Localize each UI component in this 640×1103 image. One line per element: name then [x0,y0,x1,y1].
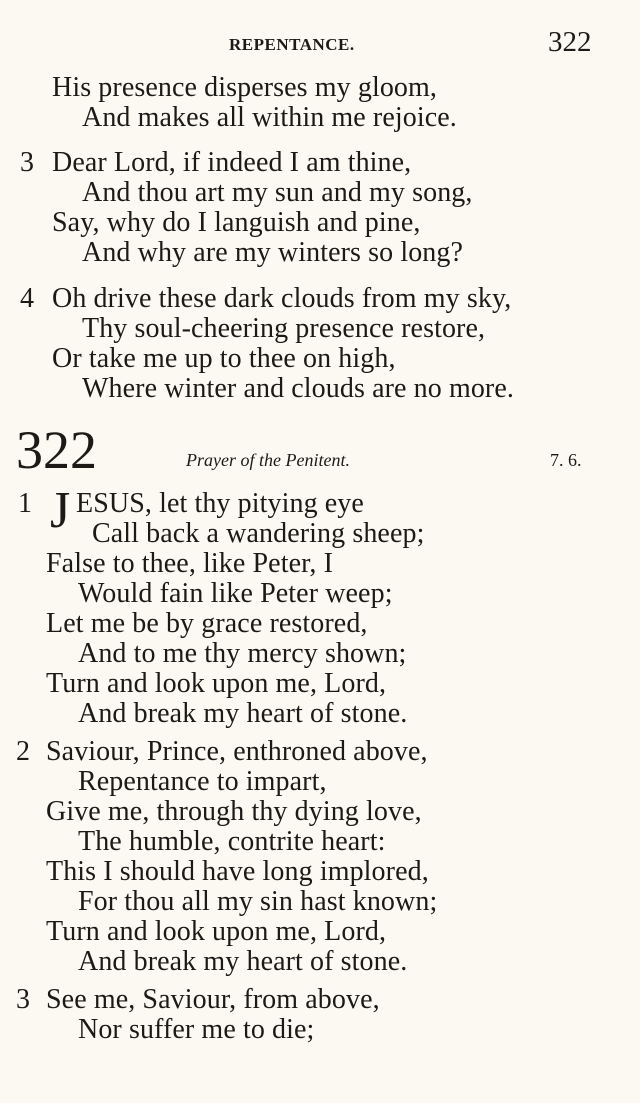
continuation-line: His presence disperses my gloom, [52,72,438,103]
verse-line: Or take me up to thee on high, [52,343,396,374]
hymn-meter: 7. 6. [550,450,582,470]
verse-line: And why are my winters so long? [82,237,464,268]
verse-line: Oh drive these dark clouds from my sky, [52,283,512,314]
verse-line: For thou all my sin hast known; [78,886,438,917]
verse-line: Call back a wandering sheep; [92,518,425,549]
verse-line: And thou art my sun and my song, [82,177,473,208]
verse-line: Let me be by grace restored, [46,608,368,639]
verse-number: 4 [20,283,34,314]
verse-line: Nor suffer me to die; [78,1014,315,1045]
verse-line: Where winter and clouds are no more. [82,373,514,404]
hymn-number: 322 [16,420,97,480]
verse-line: Turn and look upon me, Lord, [46,916,387,947]
verse-line: This I should have long implored, [46,856,429,887]
verse-line: See me, Saviour, from above, [46,984,380,1015]
verse-line: False to thee, like Peter, I [46,548,334,579]
verse-line: And break my heart of stone. [78,698,408,729]
verse-line: Give me, through thy dying love, [46,796,422,827]
verse-line: Say, why do I languish and pine, [52,207,421,238]
verse-line: Dear Lord, if indeed I am thine, [52,147,412,178]
drop-cap: J [50,482,71,539]
verse-number: 2 [16,736,30,767]
verse-number: 3 [16,984,30,1015]
verse-line: Repentance to impart, [78,766,327,797]
verse-line: And to me thy mercy shown; [78,638,407,669]
verse-number: 1 [18,488,32,519]
page-number: 322 [548,26,592,58]
hymn-title: Prayer of the Penitent. [186,450,350,470]
running-title: REPENTANCE. [229,35,355,54]
verse-line: And break my heart of stone. [78,946,408,977]
verse-line: Would fain like Peter weep; [78,578,393,609]
verse-number: 3 [20,147,34,178]
verse-line: ESUS, let thy pitying eye [76,488,364,519]
verse-line: Turn and look upon me, Lord, [46,668,387,699]
verse-line: Thy soul-cheering presence restore, [82,313,486,344]
verse-line: The humble, contrite heart: [78,826,386,857]
verse-line: Saviour, Prince, enthroned above, [46,736,428,767]
continuation-line: And makes all within me rejoice. [82,102,457,133]
